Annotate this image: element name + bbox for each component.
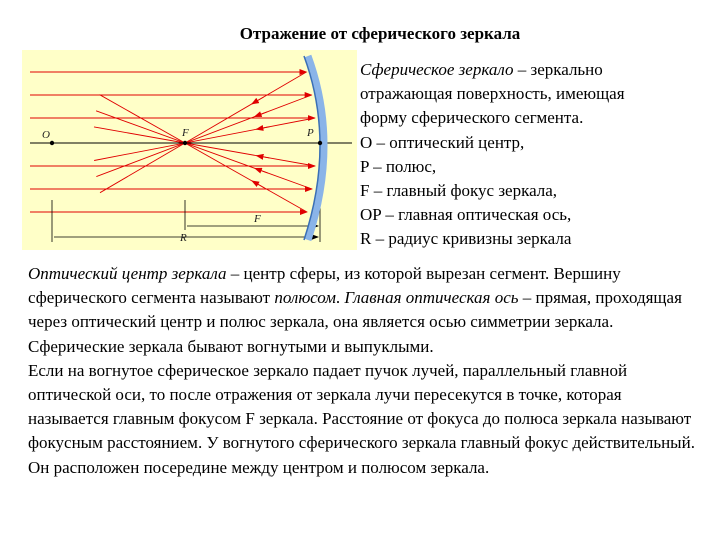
definitions-block [360, 58, 710, 252]
definition-line-5: P – полюс, [360, 156, 437, 176]
label-r: R [180, 232, 187, 244]
label-f: F [182, 127, 189, 139]
label-f-length: F [254, 213, 261, 225]
page-title: Отражение от сферического зеркала [239, 24, 521, 43]
definition-line-2: отражающая поверхность, имеющая [360, 84, 625, 104]
definition-line-4: O – оптический центр, [360, 132, 525, 152]
paragraph-3: Если на вогнутое сферическое зеркало падает пучок лучей, параллельный главной оптической оси, то после отражения от зеркала лучи пересекутся в точке, которая называется главным фокусом F зеркала. Расстояние от фокуса до полюса зеркала называют фокусным расстоянием. У вогнутого сферического зеркала главный фокус действительный. Он расположен посередине между центром и полюсом зеркала. [28, 360, 695, 477]
label-o: O [42, 129, 50, 141]
mirror-diagram [22, 50, 357, 250]
definition-line-8: R – радиус кривизны зеркала [360, 229, 572, 249]
point-f [183, 141, 187, 145]
point-o [50, 141, 54, 145]
definition-line-6: F – главный фокус зеркала, [360, 181, 558, 201]
point-p [318, 141, 322, 145]
diagram-background [22, 50, 357, 250]
mirror-diagram-svg [22, 50, 357, 250]
paragraph-1: Оптический центр зеркала – центр сферы, из которой вырезан сегмент. Вершину сферического сегмента называют полюсом. Главная оптическая ось – прямая, проходящая через оптический центр и полюс зеркала, она является осью симметрии зеркала. [28, 264, 682, 332]
definition-line-7: OP – главная оптическая ось, [360, 205, 572, 225]
label-p: P [307, 127, 314, 139]
definition-line-3: форму сферического сегмента. [360, 108, 584, 128]
definition-line-1: Сферическое зеркало – зеркально [360, 60, 603, 79]
paragraph-2: Сферические зеркала бывают вогнутыми и выпуклыми. [28, 336, 434, 356]
body-text [28, 262, 698, 480]
